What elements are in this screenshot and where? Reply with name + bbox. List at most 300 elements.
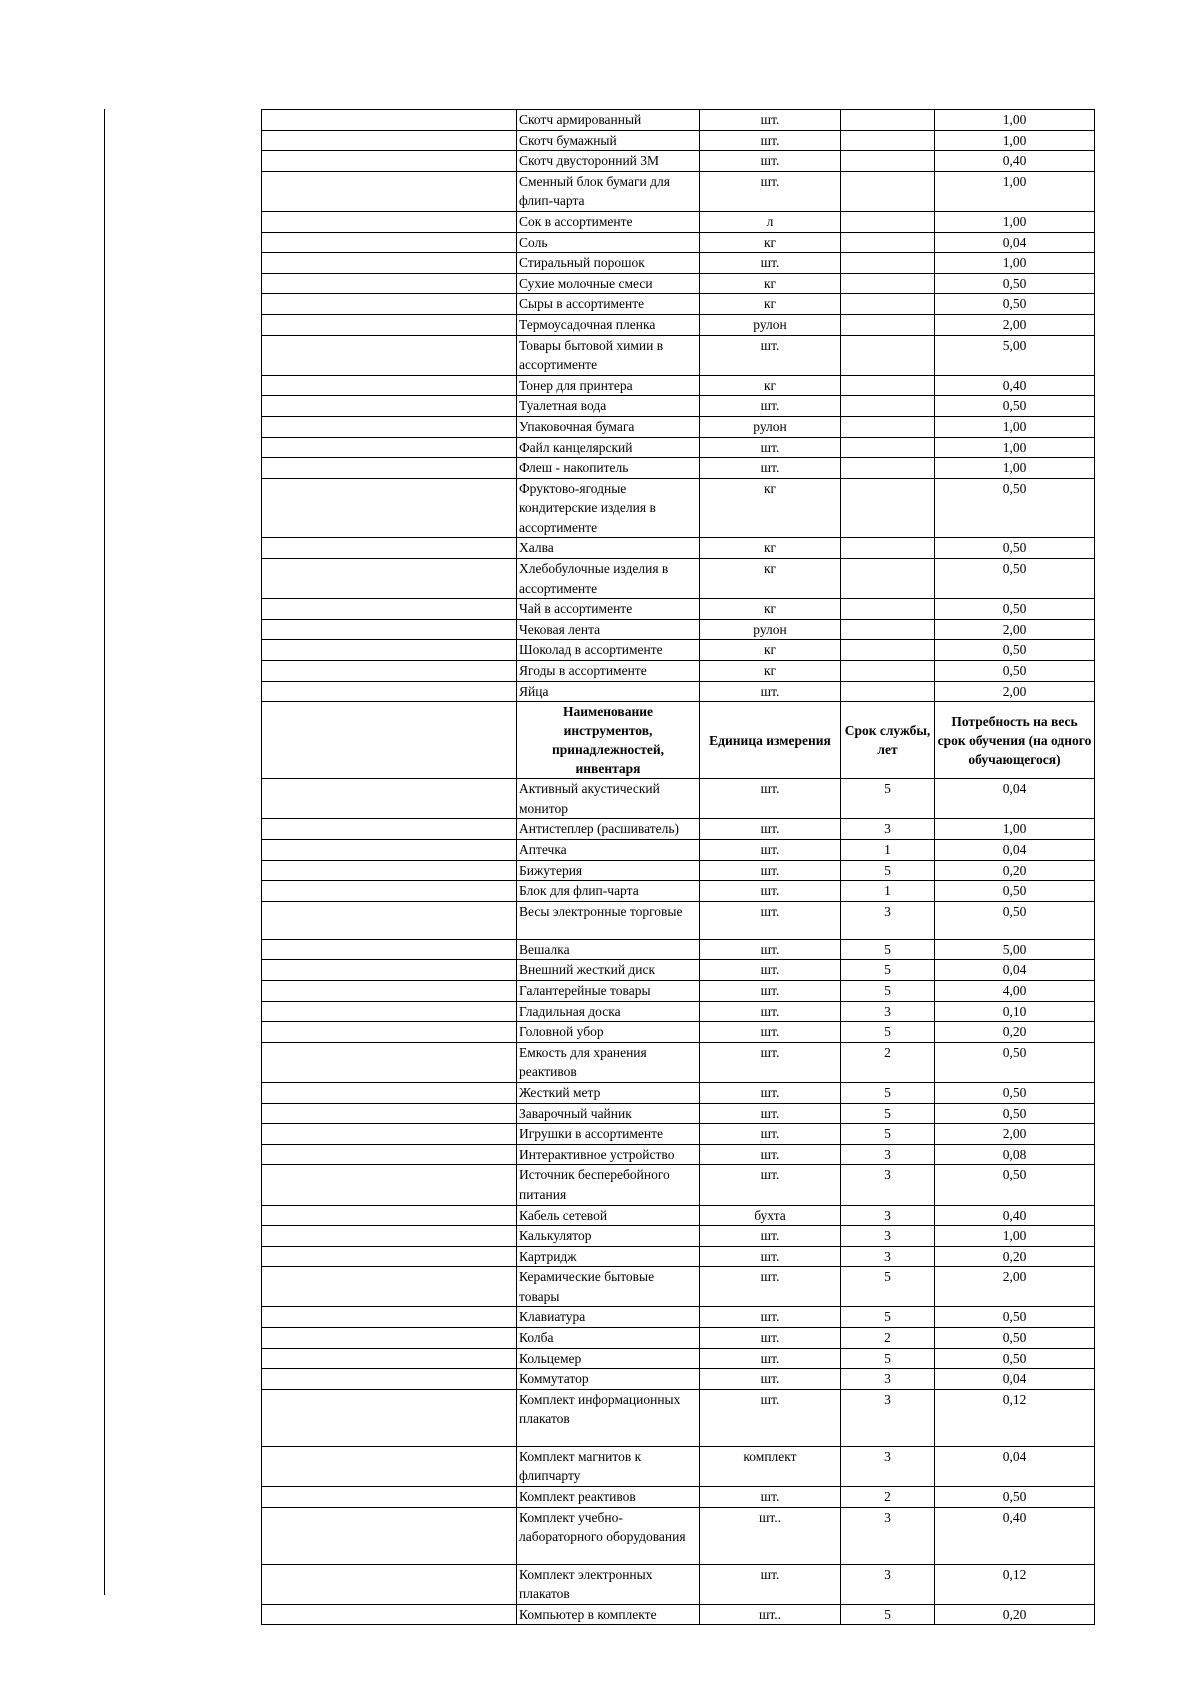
item-name: Яйца — [517, 681, 700, 702]
item-name: Шоколад в ассортименте — [517, 640, 700, 661]
table-row — [262, 211, 1095, 232]
item-term — [841, 253, 935, 274]
item-term — [841, 640, 935, 661]
item-unit: шт. — [700, 396, 841, 417]
item-term: 3 — [841, 1001, 935, 1022]
item-need: 5,00 — [935, 335, 1095, 375]
item-name: Флеш - накопитель — [517, 458, 700, 479]
item-need: 1,00 — [935, 171, 1095, 211]
item-term — [841, 294, 935, 315]
left-margin-rule — [104, 109, 105, 1595]
table-row — [262, 1022, 1095, 1043]
item-name: Антистеплер (расшиватель) — [517, 819, 700, 840]
item-need: 0,50 — [935, 538, 1095, 559]
item-name: Хлебобулочные изделия в ассортименте — [517, 559, 700, 599]
item-name: Сок в ассортименте — [517, 211, 700, 232]
empty-cell — [262, 661, 517, 682]
item-need: 2,00 — [935, 619, 1095, 640]
item-term: 5 — [841, 960, 935, 981]
item-need: 0,50 — [935, 1328, 1095, 1349]
item-term — [841, 559, 935, 599]
table-row — [262, 1604, 1095, 1625]
item-term — [841, 273, 935, 294]
item-name: Заварочный чайник — [517, 1103, 700, 1124]
item-unit: шт. — [700, 1226, 841, 1247]
item-name: Комплект учебно-лабораторного оборудования — [517, 1507, 700, 1564]
empty-cell — [262, 335, 517, 375]
item-need: 1,00 — [935, 437, 1095, 458]
empty-cell — [262, 881, 517, 902]
item-name: Халва — [517, 538, 700, 559]
item-name: Калькулятор — [517, 1226, 700, 1247]
item-term: 5 — [841, 860, 935, 881]
item-name: Ягоды в ассортименте — [517, 661, 700, 682]
item-unit: шт. — [700, 1165, 841, 1205]
item-name: Скотч армированный — [517, 110, 700, 131]
item-unit: шт. — [700, 779, 841, 819]
header-need: Потребность на весь срок обучения (на одного обучающегося) — [935, 702, 1095, 779]
empty-cell — [262, 1446, 517, 1486]
item-unit: кг — [700, 294, 841, 315]
table-row — [262, 1205, 1095, 1226]
item-unit: шт. — [700, 130, 841, 151]
item-term — [841, 458, 935, 479]
item-unit: шт.. — [700, 1507, 841, 1564]
item-name: Чай в ассортименте — [517, 599, 700, 620]
table-row — [262, 294, 1095, 315]
item-name: Головной убор — [517, 1022, 700, 1043]
table-row — [262, 860, 1095, 881]
item-name: Гладильная доска — [517, 1001, 700, 1022]
empty-cell — [262, 681, 517, 702]
item-need: 0,40 — [935, 375, 1095, 396]
item-term — [841, 478, 935, 538]
empty-cell — [262, 416, 517, 437]
item-name: Коммутатор — [517, 1369, 700, 1390]
inventory-table — [261, 109, 1095, 1625]
item-need: 0,20 — [935, 860, 1095, 881]
item-term: 3 — [841, 1205, 935, 1226]
item-need: 1,00 — [935, 819, 1095, 840]
table-row — [262, 599, 1095, 620]
item-unit: шт. — [700, 151, 841, 172]
table-row — [262, 1226, 1095, 1247]
table-row — [262, 253, 1095, 274]
table-row — [262, 1082, 1095, 1103]
empty-cell — [262, 702, 517, 779]
empty-cell — [262, 599, 517, 620]
item-term: 1 — [841, 840, 935, 861]
item-name: Бижутерия — [517, 860, 700, 881]
empty-cell — [262, 960, 517, 981]
item-need: 1,00 — [935, 110, 1095, 131]
empty-cell — [262, 273, 517, 294]
item-term — [841, 538, 935, 559]
item-unit: кг — [700, 640, 841, 661]
item-unit: шт. — [700, 458, 841, 479]
item-need: 0,50 — [935, 1082, 1095, 1103]
item-need: 4,00 — [935, 980, 1095, 1001]
item-unit: кг — [700, 538, 841, 559]
item-unit: шт. — [700, 110, 841, 131]
table-row — [262, 779, 1095, 819]
item-term: 3 — [841, 819, 935, 840]
item-term — [841, 232, 935, 253]
table-row — [262, 396, 1095, 417]
item-need: 0,40 — [935, 1205, 1095, 1226]
item-term — [841, 110, 935, 131]
item-need: 0,50 — [935, 1348, 1095, 1369]
table-row — [262, 661, 1095, 682]
item-name: Игрушки в ассортименте — [517, 1124, 700, 1145]
table-row — [262, 681, 1095, 702]
item-need: 0,10 — [935, 1001, 1095, 1022]
item-need: 0,50 — [935, 1307, 1095, 1328]
empty-cell — [262, 1165, 517, 1205]
item-need: 0,12 — [935, 1564, 1095, 1604]
table-row — [262, 437, 1095, 458]
empty-cell — [262, 640, 517, 661]
item-term: 5 — [841, 1267, 935, 1307]
item-unit: шт. — [700, 171, 841, 211]
item-term — [841, 416, 935, 437]
item-term: 2 — [841, 1328, 935, 1349]
item-unit: шт. — [700, 1389, 841, 1446]
empty-cell — [262, 458, 517, 479]
item-unit: комплект — [700, 1446, 841, 1486]
empty-cell — [262, 1307, 517, 1328]
item-term: 3 — [841, 1389, 935, 1446]
table-row — [262, 1328, 1095, 1349]
empty-cell — [262, 396, 517, 417]
table-row — [262, 1369, 1095, 1390]
item-unit: шт. — [700, 960, 841, 981]
item-unit: шт. — [700, 335, 841, 375]
item-name: Клавиатура — [517, 1307, 700, 1328]
empty-cell — [262, 559, 517, 599]
table-row — [262, 1001, 1095, 1022]
item-term: 3 — [841, 1165, 935, 1205]
item-name: Блок для флип-чарта — [517, 881, 700, 902]
item-term — [841, 619, 935, 640]
table-row — [262, 538, 1095, 559]
table-row — [262, 960, 1095, 981]
item-term: 1 — [841, 881, 935, 902]
item-name: Комплект реактивов — [517, 1487, 700, 1508]
item-need: 5,00 — [935, 939, 1095, 960]
item-unit: шт. — [700, 253, 841, 274]
item-term — [841, 335, 935, 375]
item-term — [841, 599, 935, 620]
item-name: Фруктово-ягодные кондитерские изделия в ассортименте — [517, 478, 700, 538]
item-term: 5 — [841, 779, 935, 819]
table-row — [262, 559, 1095, 599]
empty-cell — [262, 619, 517, 640]
item-name: Керамические бытовые товары — [517, 1267, 700, 1307]
empty-cell — [262, 1604, 517, 1625]
item-term — [841, 130, 935, 151]
item-need: 0,20 — [935, 1246, 1095, 1267]
item-unit: кг — [700, 478, 841, 538]
item-unit: шт. — [700, 939, 841, 960]
header-unit: Единица измерения — [700, 702, 841, 779]
item-need: 0,50 — [935, 901, 1095, 939]
item-term: 3 — [841, 1446, 935, 1486]
item-term: 5 — [841, 1348, 935, 1369]
table-row — [262, 273, 1095, 294]
item-need: 0,04 — [935, 960, 1095, 981]
item-need: 0,50 — [935, 599, 1095, 620]
item-name: Весы электронные торговые — [517, 901, 700, 939]
item-name: Сухие молочные смеси — [517, 273, 700, 294]
empty-cell — [262, 478, 517, 538]
item-need: 2,00 — [935, 314, 1095, 335]
empty-cell — [262, 1564, 517, 1604]
item-unit: шт. — [700, 1124, 841, 1145]
item-unit: кг — [700, 559, 841, 599]
item-name: Вешалка — [517, 939, 700, 960]
empty-cell — [262, 840, 517, 861]
item-name: Тонер для принтера — [517, 375, 700, 396]
table-row — [262, 1042, 1095, 1082]
item-name: Комплект информационных плакатов — [517, 1389, 700, 1446]
table-row — [262, 232, 1095, 253]
item-term: 3 — [841, 1226, 935, 1247]
item-unit: шт. — [700, 881, 841, 902]
item-need: 0,04 — [935, 232, 1095, 253]
table-row — [262, 939, 1095, 960]
item-need: 0,50 — [935, 559, 1095, 599]
item-name: Компьютер в комплекте — [517, 1604, 700, 1625]
item-need: 0,50 — [935, 661, 1095, 682]
empty-cell — [262, 860, 517, 881]
empty-cell — [262, 1103, 517, 1124]
item-need: 0,50 — [935, 1103, 1095, 1124]
item-term — [841, 661, 935, 682]
item-unit: кг — [700, 599, 841, 620]
empty-cell — [262, 1246, 517, 1267]
empty-cell — [262, 1267, 517, 1307]
item-unit: рулон — [700, 416, 841, 437]
item-need: 0,40 — [935, 151, 1095, 172]
item-term: 5 — [841, 980, 935, 1001]
empty-cell — [262, 211, 517, 232]
empty-cell — [262, 1124, 517, 1145]
item-need: 1,00 — [935, 458, 1095, 479]
item-term — [841, 375, 935, 396]
table-row — [262, 980, 1095, 1001]
item-term: 5 — [841, 1082, 935, 1103]
item-term — [841, 314, 935, 335]
empty-cell — [262, 130, 517, 151]
item-need: 0,04 — [935, 1446, 1095, 1486]
item-term: 3 — [841, 1564, 935, 1604]
item-term: 3 — [841, 1144, 935, 1165]
item-unit: шт. — [700, 437, 841, 458]
item-name: Комплект магнитов к флипчарту — [517, 1446, 700, 1486]
item-need: 2,00 — [935, 1267, 1095, 1307]
item-name: Сыры в ассортименте — [517, 294, 700, 315]
empty-cell — [262, 1205, 517, 1226]
item-unit: шт. — [700, 1487, 841, 1508]
table-row — [262, 819, 1095, 840]
table-row — [262, 1267, 1095, 1307]
item-name: Интерактивное устройство — [517, 1144, 700, 1165]
table-row — [262, 1124, 1095, 1145]
table-row — [262, 840, 1095, 861]
item-term: 3 — [841, 1246, 935, 1267]
item-unit: шт. — [700, 1307, 841, 1328]
item-need: 2,00 — [935, 1124, 1095, 1145]
item-need: 0,12 — [935, 1389, 1095, 1446]
item-name: Комплект электронных плакатов — [517, 1564, 700, 1604]
item-need: 0,04 — [935, 1369, 1095, 1390]
table-row — [262, 151, 1095, 172]
item-name: Чековая лента — [517, 619, 700, 640]
empty-cell — [262, 1022, 517, 1043]
item-name: Термоусадочная пленка — [517, 314, 700, 335]
empty-cell — [262, 253, 517, 274]
item-term: 2 — [841, 1042, 935, 1082]
table-row — [262, 171, 1095, 211]
table-row — [262, 1564, 1095, 1604]
empty-cell — [262, 1369, 517, 1390]
item-need: 1,00 — [935, 253, 1095, 274]
item-name: Скотч бумажный — [517, 130, 700, 151]
item-term: 3 — [841, 901, 935, 939]
empty-cell — [262, 1389, 517, 1446]
item-need: 0,50 — [935, 1042, 1095, 1082]
item-need: 1,00 — [935, 211, 1095, 232]
item-name: Соль — [517, 232, 700, 253]
empty-cell — [262, 110, 517, 131]
table-row — [262, 375, 1095, 396]
item-need: 0,50 — [935, 396, 1095, 417]
empty-cell — [262, 1042, 517, 1082]
item-need: 0,04 — [935, 840, 1095, 861]
item-term — [841, 151, 935, 172]
table-row — [262, 619, 1095, 640]
table-row — [262, 1144, 1095, 1165]
table-row — [262, 130, 1095, 151]
empty-cell — [262, 980, 517, 1001]
item-unit: кг — [700, 232, 841, 253]
empty-cell — [262, 1144, 517, 1165]
item-unit: шт. — [700, 819, 841, 840]
table-row — [262, 1507, 1095, 1564]
empty-cell — [262, 1507, 517, 1564]
header-name: Наименование инструментов, принадлежностей, инвентаря — [517, 702, 700, 779]
empty-cell — [262, 901, 517, 939]
item-name: Сменный блок бумаги для флип-чарта — [517, 171, 700, 211]
item-need: 0,50 — [935, 294, 1095, 315]
item-term: 5 — [841, 1307, 935, 1328]
item-unit: шт. — [700, 1022, 841, 1043]
empty-cell — [262, 151, 517, 172]
item-unit: рулон — [700, 619, 841, 640]
table-row — [262, 1389, 1095, 1446]
item-need: 0,40 — [935, 1507, 1095, 1564]
item-unit: шт. — [700, 1267, 841, 1307]
item-unit: шт. — [700, 1082, 841, 1103]
item-term: 2 — [841, 1487, 935, 1508]
item-unit: бухта — [700, 1205, 841, 1226]
empty-cell — [262, 1226, 517, 1247]
empty-cell — [262, 1328, 517, 1349]
item-term — [841, 437, 935, 458]
item-name: Источник бесперебойного питания — [517, 1165, 700, 1205]
header-term: Срок службы, лет — [841, 702, 935, 779]
item-unit: шт. — [700, 1144, 841, 1165]
item-name: Скотч двусторонний 3М — [517, 151, 700, 172]
table-row — [262, 335, 1095, 375]
item-term: 5 — [841, 939, 935, 960]
item-term — [841, 171, 935, 211]
item-name: Жесткий метр — [517, 1082, 700, 1103]
empty-cell — [262, 939, 517, 960]
item-need: 0,50 — [935, 273, 1095, 294]
table-row — [262, 1348, 1095, 1369]
item-need: 0,20 — [935, 1604, 1095, 1625]
table-row — [262, 881, 1095, 902]
inventory-table-body — [262, 110, 1095, 1625]
item-unit: шт. — [700, 1042, 841, 1082]
table-row — [262, 458, 1095, 479]
empty-cell — [262, 1001, 517, 1022]
table-row — [262, 1307, 1095, 1328]
table-row — [262, 1246, 1095, 1267]
item-need: 1,00 — [935, 130, 1095, 151]
item-term: 3 — [841, 1369, 935, 1390]
item-need: 0,50 — [935, 881, 1095, 902]
item-term: 5 — [841, 1022, 935, 1043]
item-name: Кольцемер — [517, 1348, 700, 1369]
item-unit: кг — [700, 661, 841, 682]
item-name: Файл канцелярский — [517, 437, 700, 458]
empty-cell — [262, 1082, 517, 1103]
item-unit: шт. — [700, 1564, 841, 1604]
item-need: 1,00 — [935, 416, 1095, 437]
item-term: 5 — [841, 1124, 935, 1145]
item-term — [841, 396, 935, 417]
empty-cell — [262, 171, 517, 211]
table-header-row — [262, 702, 1095, 779]
item-unit: шт. — [700, 980, 841, 1001]
item-name: Галантерейные товары — [517, 980, 700, 1001]
table-row — [262, 1103, 1095, 1124]
item-need: 0,50 — [935, 1487, 1095, 1508]
table-row — [262, 640, 1095, 661]
empty-cell — [262, 314, 517, 335]
item-need: 0,50 — [935, 478, 1095, 538]
item-unit: л — [700, 211, 841, 232]
item-unit: рулон — [700, 314, 841, 335]
item-unit: шт. — [700, 1103, 841, 1124]
item-unit: шт. — [700, 1328, 841, 1349]
item-name: Активный акустический монитор — [517, 779, 700, 819]
item-name: Емкость для хранения реактивов — [517, 1042, 700, 1082]
item-term: 3 — [841, 1507, 935, 1564]
table-row — [262, 416, 1095, 437]
item-name: Упаковочная бумага — [517, 416, 700, 437]
item-unit: кг — [700, 273, 841, 294]
item-unit: шт. — [700, 1001, 841, 1022]
table-row — [262, 110, 1095, 131]
item-need: 0,50 — [935, 1165, 1095, 1205]
item-unit: кг — [700, 375, 841, 396]
empty-cell — [262, 294, 517, 315]
item-term: 5 — [841, 1604, 935, 1625]
